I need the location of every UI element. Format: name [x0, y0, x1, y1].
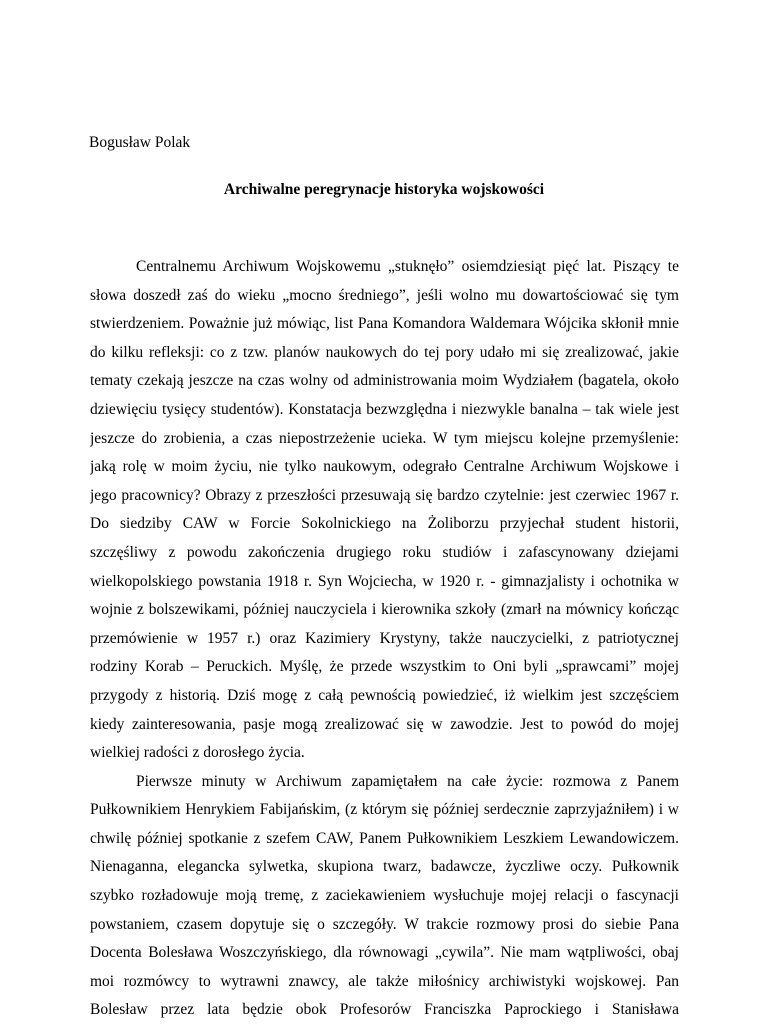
text-line: przemówienie w 1957 r.) oraz Kazimiery Krystyny, także nauczycielki, z patriotycznej — [90, 629, 679, 647]
paragraph — [90, 253, 679, 768]
text-line: słowa doszedł zaś do wieku „mocno średniego”, jeśli wolno mu dowartościować się tym — [90, 286, 679, 304]
text-line: szybko rozładowuje moją tremę, z zaciekawieniem wysłuchuje mojej relacji o fascynacji — [90, 887, 679, 905]
text-line: wojnie z bolszewikami, później nauczyciela i kierownika szkoły (zmarł na mównicy kończąc — [90, 601, 679, 619]
text-line: wielkiej radości z dorosłego życia. — [90, 744, 305, 762]
text-line: do kilku refleksji: co z tzw. planów naukowych do tej pory udało mi się zrealizować, jakie — [90, 343, 679, 361]
text-line: Bolesław przez lata będzie obok Profesorów Franciszka Paprockiego i Stanisława — [90, 1001, 679, 1019]
text-line: Nienaganna, elegancka sylwetka, skupiona twarz, badawcze, życzliwe oczy. Pułkownik — [90, 858, 679, 876]
text-line: moi rozmówcy to wytrawni znawcy, ale także miłośnicy archiwistyki wojskowej. Pan — [90, 972, 679, 990]
text-line: stwierdzeniem. Poważnie już mówiąc, list Pana Komandora Waldemara Wójcika skłonił mnie — [90, 315, 679, 333]
paragraph — [90, 768, 679, 1025]
text-line: Pułkownikiem Henrykiem Fabijańskim, (z którym się później serdecznie zaprzyjaźniłem) i w — [90, 801, 679, 819]
text-line: chwilę później spotkanie z szefem CAW, Panem Pułkownikiem Leszkiem Lewandowiczem. — [90, 829, 679, 847]
document-title: Archiwalne peregrynacje historyka wojskowości — [223, 181, 545, 198]
text-line: Pierwsze minuty w Archiwum zapamiętałem na całe życie: rozmowa z Panem — [136, 772, 679, 790]
text-line: Do siedziby CAW w Forcie Sokolnickiego na Żoliborzu przyjechał student historii, — [90, 515, 679, 533]
text-line: powstaniem, czasem dopytuje się o szczegóły. W trakcie rozmowy prosi do siebie Pana — [90, 915, 679, 933]
text-line: kiedy zainteresowania, pasje mogą zrealizować się w zawodzie. Jest to powód do mojej — [90, 715, 679, 733]
author-name: Bogusław Polak — [89, 134, 191, 151]
text-line: jeszcze do zrobienia, a czas niepostrzeżenie ucieka. W tym miejscu kolejne przemyślenie: — [90, 429, 679, 447]
text-line: tematy czekają jeszcze na czas wolny od administrowania moim Wydziałem (bagatela, około — [90, 372, 679, 390]
text-line: jaką rolę w moim życiu, nie tylko naukowym, odegrało Centralne Archiwum Wojskowe i — [90, 458, 679, 476]
document-body — [90, 253, 679, 1025]
text-line: szczęśliwy z powodu zakończenia drugiego roku studiów i zafascynowany dziejami — [90, 543, 679, 561]
text-line: Centralnemu Archiwum Wojskowemu „stuknęło” osiemdziesiąt pięć lat. Piszący te — [136, 258, 679, 275]
text-line: jego pracownicy? Obrazy z przeszłości przesuwają się bardzo czytelnie: jest czerwiec 1967 r. — [90, 486, 679, 504]
text-line: wielkopolskiego powstania 1918 r. Syn Wojciecha, w 1920 r. - gimnazjalisty i ochotnika w — [90, 572, 679, 590]
text-line: Docenta Bolesława Woszczyńskiego, dla równowagi „cywila”. Nie mam wątpliwości, obaj — [90, 944, 679, 962]
text-line: przygody z historią. Dziś mogę z całą pewnością powiedzieć, iż wielkim jest szczęściem — [90, 686, 679, 704]
text-line: dziewięciu tysięcy studentów). Konstatacja bezwzględna i niezwykle banalna – tak wiele jest — [90, 400, 679, 418]
text-line: rodziny Korab – Peruckich. Myślę, że przede wszystkim to Oni byli „sprawcami” mojej — [90, 658, 679, 676]
